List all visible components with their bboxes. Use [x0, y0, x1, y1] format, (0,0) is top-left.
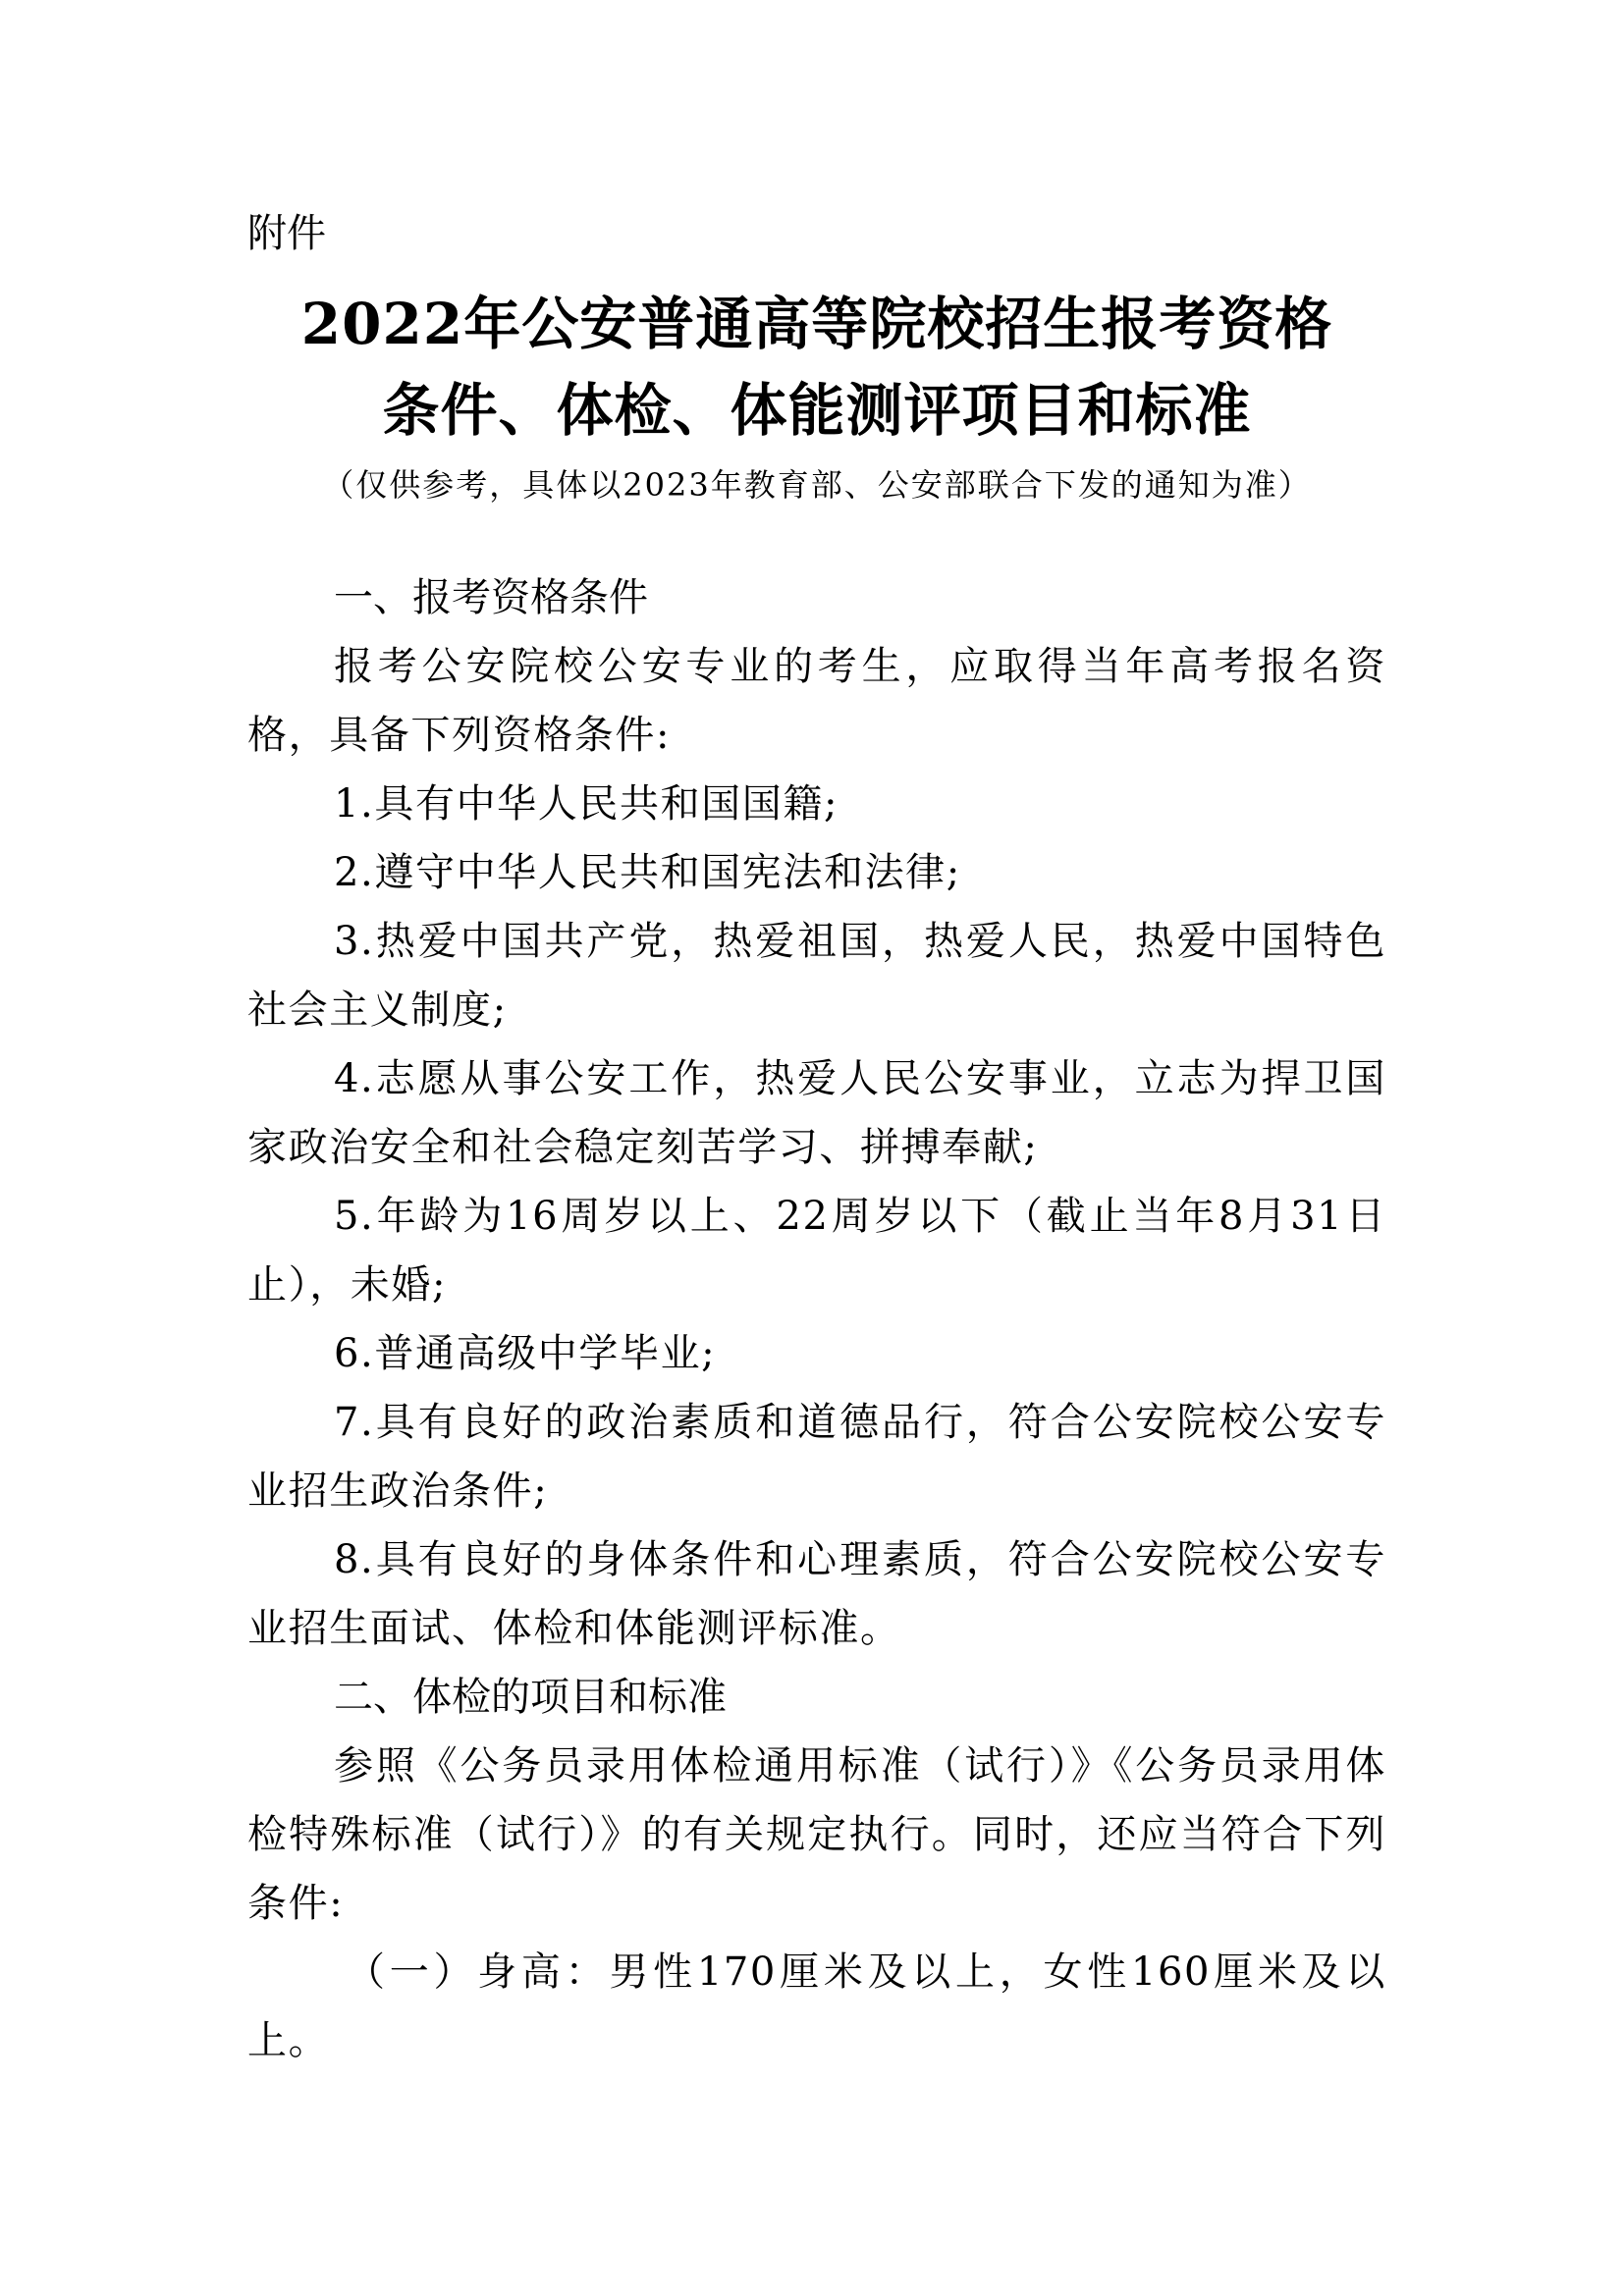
eligibility-intro: 报考公安院校公安专业的考生，应取得当年高考报名资格，具备下列资格条件:	[247, 644, 1386, 758]
title-line-2: 条件、体检、体能测评项目和标准	[382, 377, 1252, 444]
section-heading-physical-exam: 二、体检的项目和标准	[334, 1675, 727, 1720]
document-body	[247, 206, 1386, 2075]
eligibility-item-2: 2.遵守中华人民共和国宪法和法律;	[334, 850, 961, 895]
reference-note: （仅供参考，具体以2023年教育部、公安部联合下发的通知为准）	[322, 466, 1312, 504]
physical-exam-intro: 参照《公务员录用体检通用标准（试行）》《公务员录用体检特殊标准（试行）》的有关规定执行。同时，还应当符合下列条件:	[247, 1743, 1386, 1926]
attachment-label: 附件	[247, 211, 326, 256]
eligibility-item-5: 5.年龄为16周岁以上、22周岁以下（截止当年8月31日止），未婚;	[247, 1194, 1386, 1308]
eligibility-item-7: 7.具有良好的政治素质和道德品行，符合公安院校公安专业招生政治条件;	[247, 1400, 1386, 1514]
section-heading-eligibility: 一、报考资格条件	[334, 575, 648, 620]
eligibility-item-1: 1.具有中华人民共和国国籍;	[334, 781, 839, 827]
title-line-1: 2022年公安普通高等院校招生报考资格	[300, 291, 1333, 357]
eligibility-item-8: 8.具有良好的身体条件和心理素质，符合公安院校公安专业招生面试、体检和体能测评标准。	[247, 1537, 1386, 1651]
spacer	[247, 512, 1386, 563]
eligibility-item-3: 3.热爱中国共产党，热爱祖国，热爱人民，热爱中国特色社会主义制度;	[247, 919, 1386, 1033]
eligibility-item-6: 6.普通高级中学毕业;	[334, 1331, 717, 1376]
eligibility-item-4: 4.志愿从事公安工作，热爱人民公安事业，立志为捍卫国家政治安全和社会稳定刻苦学习、拼搏奉献;	[247, 1056, 1386, 1170]
document-title	[247, 281, 1386, 454]
physical-exam-item-height: （一）身高：男性170厘米及以上，女性160厘米及以上。	[247, 1949, 1386, 2063]
